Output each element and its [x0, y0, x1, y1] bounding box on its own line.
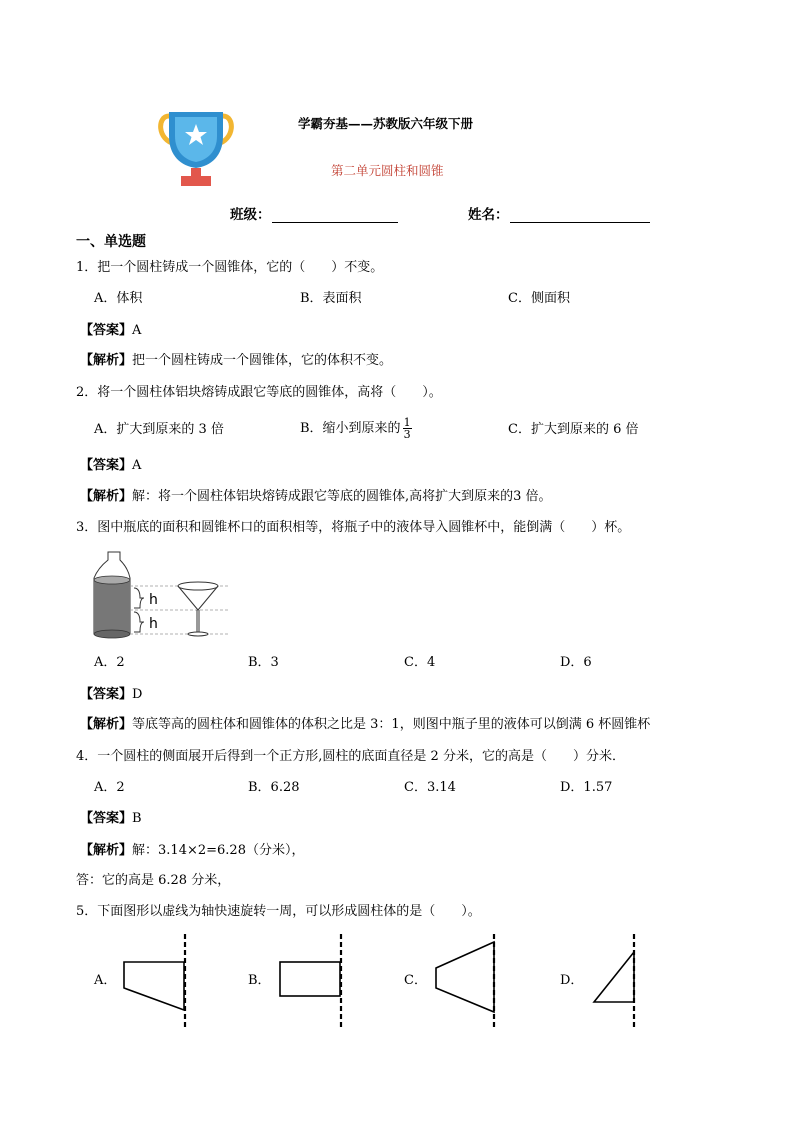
class-field[interactable] — [272, 222, 398, 223]
answer-value: A — [132, 323, 142, 338]
height-label-lower: h — [149, 616, 158, 632]
q4-option-d: D．1.57 — [560, 780, 613, 795]
analysis-tag: 【解析】 — [80, 353, 133, 368]
analysis-text: 等底等高的圆柱体和圆锥体的体积之比是 3：1，则图中瓶子里的液体可以倒满 6 杯圆锥杯 — [132, 717, 651, 732]
document-title: 学霸夯基——苏教版六年级下册 — [298, 116, 474, 131]
q1-option-c: C．侧面积 — [508, 291, 570, 306]
q2-analysis — [80, 488, 552, 506]
answer-tag: 【答案】 — [80, 811, 133, 826]
q4-reply: 答：它的高是 6.28 分米， — [76, 873, 231, 888]
section-title: 一、单选题 — [76, 234, 146, 250]
answer-tag: 【答案】 — [80, 458, 133, 473]
q5-option-a: A． — [94, 973, 117, 988]
q3-analysis — [80, 716, 710, 734]
analysis-tag: 【解析】 — [80, 489, 133, 504]
fraction-numerator: 1 — [403, 416, 411, 429]
answer-value: D — [132, 687, 143, 702]
q1-option-b: B．表面积 — [300, 291, 362, 306]
answer-value: B — [132, 811, 142, 826]
fraction-one-third — [403, 417, 412, 440]
analysis-tag: 【解析】 — [80, 843, 133, 858]
height-label-upper: h — [149, 592, 158, 608]
q3-option-d: D．6 — [560, 655, 592, 670]
name-label: 姓名： — [468, 207, 509, 223]
analysis-text: 把一个圆柱铸成一个圆锥体，它的体积不变。 — [132, 353, 393, 368]
q2-stem: 2．将一个圆柱体铝块熔铸成跟它等底的圆锥体，高将（ ）。 — [76, 385, 442, 400]
q4-option-b: B．6.28 — [248, 780, 300, 795]
q2-option-c: C．扩大到原来的 6 倍 — [508, 422, 639, 437]
q1-analysis — [80, 352, 392, 370]
class-label: 班级： — [230, 207, 271, 223]
q3-answer — [80, 686, 142, 704]
analysis-text: 解：将一个圆柱体铝块熔铸成跟它等底的圆锥体,高将扩大到原来的3 倍。 — [132, 489, 552, 504]
answer-value: A — [132, 458, 142, 473]
q4-answer — [80, 810, 142, 828]
name-field[interactable] — [510, 222, 650, 223]
unit-subtitle: 第二单元圆柱和圆锥 — [331, 163, 444, 178]
q4-option-a: A．2 — [94, 780, 125, 795]
answer-tag: 【答案】 — [80, 323, 133, 338]
q5-option-b: B． — [248, 973, 271, 988]
shape-b-rectangle — [274, 932, 349, 1030]
q3-option-a: A．2 — [94, 655, 125, 670]
q4-option-c: C．3.14 — [404, 780, 456, 795]
q1-answer — [80, 322, 141, 340]
q1-stem: 1．把一个圆柱铸成一个圆锥体，它的（ ）不变。 — [76, 260, 384, 275]
trophy-logo — [155, 110, 237, 188]
bottle-and-cone-cup-figure — [90, 548, 230, 644]
q3-stem: 3．图中瓶底的面积和圆锥杯口的面积相等，将瓶子中的液体导入圆锥杯中，能倒满（ ）杯。 — [76, 520, 631, 535]
q3-option-c: C．4 — [404, 655, 436, 670]
answer-tag: 【答案】 — [80, 687, 133, 702]
q4-analysis — [80, 842, 304, 860]
q4-stem: 4．一个圆柱的侧面展开后得到一个正方形,圆柱的底面直径是 2 分米，它的高是（ ）分米． — [76, 749, 625, 764]
q1-option-a: A．体积 — [94, 291, 143, 306]
analysis-tag: 【解析】 — [80, 717, 133, 732]
q2-option-b-text: B．缩小到原来的 — [300, 421, 401, 436]
shape-c-trapezoid — [430, 932, 505, 1030]
shape-a-trapezoid — [118, 932, 193, 1030]
fraction-denominator: 3 — [403, 428, 411, 441]
q2-answer — [80, 457, 141, 475]
q5-stem: 5．下面图形以虚线为轴快速旋转一周，可以形成圆柱体的是（ ）。 — [76, 904, 481, 919]
q2-option-a: A．扩大到原来的 3 倍 — [94, 422, 224, 437]
q5-option-c: C． — [404, 973, 427, 988]
shape-d-triangle — [586, 932, 651, 1030]
analysis-text: 解：3.14×2=6.28（分米）， — [132, 843, 305, 858]
q2-option-b — [300, 411, 412, 447]
q3-option-b: B．3 — [248, 655, 279, 670]
q5-option-d: D． — [560, 973, 584, 988]
